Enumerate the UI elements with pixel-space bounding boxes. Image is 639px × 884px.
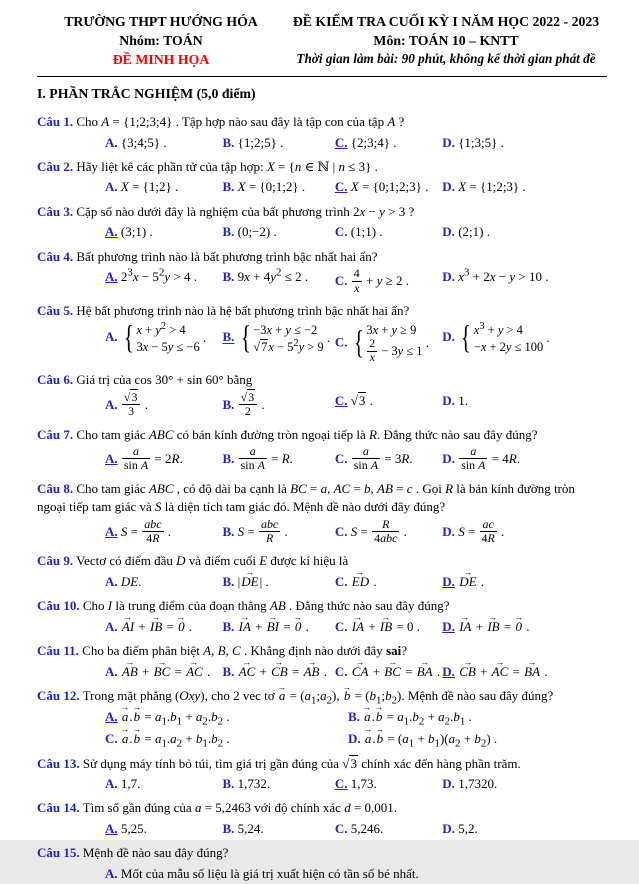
option-b <box>222 819 332 839</box>
options-row <box>105 864 607 884</box>
option-a <box>105 321 220 366</box>
option-d <box>442 774 613 794</box>
option-b <box>222 222 332 242</box>
school-name: TRƯỜNG THPT HƯỚNG HÓA <box>64 14 258 29</box>
option-text: X = {1;2} . <box>120 179 179 195</box>
question-5 <box>37 302 607 366</box>
question-9 <box>37 552 607 592</box>
option-c <box>335 662 440 682</box>
option-a <box>105 518 220 548</box>
question-2 <box>37 158 607 198</box>
question-number: Câu 13. <box>37 755 80 771</box>
question-text: Cho A = {1;2;3;4} . Tập hợp nào sau đây là tập con của tập A ? <box>76 114 405 130</box>
question-number: Câu 7. <box>37 426 74 442</box>
option-text: 1,73. <box>350 776 377 791</box>
option-d <box>442 617 613 637</box>
question-7 <box>37 426 607 475</box>
question-text: Cặp số nào dưới đây là nghiệm của bất phương trình 2x − y > 3 ? <box>76 203 415 219</box>
question-text: Cho ba điểm phân biệt A, B, C . Khẳng định nào dưới đây sai? <box>82 643 407 659</box>
question-number: Câu 11. <box>37 643 79 659</box>
question-text: Bất phương trình nào là bất phương trình bậc nhất hai ẩn? <box>76 248 378 264</box>
question-text: Cho tam giác ABC , có độ dài ba cạnh là BC = a, AC = b, AB = c . Gọi R là bán kính đường tròn ngoại tiếp tam giác và S là diện tích tam giác đó. Mệnh đề nào dưới đây đúng? <box>37 480 575 515</box>
question-number: Câu 2. <box>37 159 74 174</box>
option-label: A. <box>105 329 118 345</box>
option-label: B. <box>222 820 235 836</box>
option-b <box>222 518 332 548</box>
option-text: a →.b → = $(a_1 + b_1)(a_2 + b_2)$ . <box>364 731 497 746</box>
question-text: Hệ bất phương trình nào là hệ bất phương trình bậc nhất hai ẩn? <box>76 303 410 319</box>
option-label: A. <box>105 618 118 634</box>
option-c <box>335 774 440 794</box>
question-stem <box>37 552 607 570</box>
option-label: C. <box>334 392 348 408</box>
option-text: a →.b → = $a_1.a_2 + b_1.b_2$ . <box>121 731 230 746</box>
option-text: 5,24. <box>237 820 264 836</box>
question-stem <box>37 248 607 266</box>
option-text: (1;1) . <box>350 224 383 240</box>
option-text: $\frac{4}{x}$ + y ≥ 2 . <box>353 266 410 295</box>
option-text: CA → + BC → = BA → . <box>351 664 440 679</box>
option-text: {3;4;5} . <box>120 134 167 150</box>
option-d <box>442 321 613 366</box>
option-text: $\frac{a}{\text{sin A}}$ = 2R. <box>123 444 183 473</box>
option-c <box>335 177 440 197</box>
option-text: CB → + AC → = BA → . <box>458 664 547 679</box>
options-row <box>105 819 607 839</box>
question-number: Câu 9. <box>37 553 74 569</box>
option-text: X = {1;2;3} . <box>458 179 526 195</box>
question-3 <box>37 203 607 243</box>
option-label: D. <box>442 523 455 539</box>
option-label: B. <box>222 776 235 791</box>
option-c <box>335 445 440 475</box>
option-text: 1,732. <box>237 776 271 791</box>
option-label: C. <box>334 450 348 466</box>
option-label: D. <box>442 269 455 285</box>
option-label: C. <box>334 776 348 791</box>
option-label: A. <box>105 134 118 150</box>
options-row <box>105 774 607 794</box>
option-label: A. <box>105 663 118 679</box>
option-text: (3;1) . <box>120 224 153 240</box>
question-text: Cho tam giác ABC có bán kính đường tròn ngoại tiếp là R. Đẳng thức nào sau đây đúng? <box>76 426 538 442</box>
question-number: Câu 15. <box>37 845 80 861</box>
option-text: a →.b → = $a_1.b_2 + a_2.b_1$ . <box>363 709 472 724</box>
option-text: S = abc 4R . <box>120 516 171 546</box>
exam-duration: Thời gian làm bài: 90 phút, không kể thời gian phát đề <box>296 51 596 67</box>
option-d <box>442 445 613 475</box>
option-text: (2;1) . <box>458 224 490 240</box>
option-label: A. <box>105 269 118 285</box>
option-a <box>105 267 220 297</box>
option-label: C. <box>334 134 348 150</box>
question-stem <box>37 302 607 320</box>
option-b <box>222 321 332 366</box>
option-text: X = {0;1;2;3} . <box>350 179 429 195</box>
question-number: Câu 10. <box>37 598 80 614</box>
question-stem <box>37 203 607 221</box>
option-label: D. <box>442 134 455 150</box>
option-text: $\frac{a}{\text{sin A}}$ = 3R. <box>353 444 413 473</box>
option-label: B. <box>347 708 360 724</box>
option-c <box>105 729 346 749</box>
question-8 <box>37 480 607 548</box>
option-label: C. <box>334 273 348 289</box>
question-text: Vectơ có điểm đầu D và điểm cuối E được kí hiệu là <box>76 553 349 569</box>
options-row <box>105 267 607 297</box>
option-text: $x^3 + 2x - y > 10$ . <box>458 266 549 285</box>
option-b <box>222 617 332 637</box>
option-text: X = {0;1;2} . <box>237 179 306 195</box>
option-label: B. <box>222 396 235 412</box>
option-d <box>442 133 613 153</box>
option-label: A. <box>105 865 118 881</box>
question-text: Mệnh đề nào sau đây đúng? <box>82 845 229 861</box>
option-a <box>105 819 220 839</box>
question-stem <box>37 480 607 517</box>
option-c <box>335 518 440 548</box>
option-text: DE. <box>120 573 142 589</box>
option-label: D. <box>347 731 361 747</box>
option-label: C. <box>105 731 118 747</box>
option-b <box>222 267 332 297</box>
option-text: 1,7. <box>120 776 141 791</box>
question-text: Sử dụng máy tính bỏ túi, tìm giá trị gần đúng của √3 chính xác đến hàng phần trăm. <box>82 755 521 771</box>
option-b <box>222 133 332 153</box>
option-label: B. <box>222 224 235 240</box>
option-label: B. <box>222 450 235 466</box>
option-a <box>105 445 220 475</box>
option-label: D. <box>442 820 455 836</box>
option-text: {2;3;4} . <box>350 134 397 150</box>
options-row <box>105 321 607 366</box>
question-number: Câu 8. <box>37 480 74 496</box>
option-text: 5,2. <box>458 820 478 836</box>
options-row <box>105 445 607 475</box>
option-label: C. <box>334 224 348 240</box>
divider-line <box>37 76 607 77</box>
option-label: B. <box>222 269 235 285</box>
option-label: A. <box>105 820 118 836</box>
option-label: A. <box>105 573 118 589</box>
option-text: (0;−2) . <box>237 224 277 240</box>
option-b <box>222 572 332 592</box>
paper-type: ĐỀ MINH HỌA <box>112 52 210 68</box>
section-title: I. PHẦN TRẮC NGHIỆM (5,0 điểm) <box>37 86 256 102</box>
question-list <box>37 113 607 884</box>
exam-header <box>37 12 607 69</box>
option-text: a →.b → = $a_1.b_1 + a_2.b_2$ . <box>121 709 230 724</box>
option-d <box>348 729 609 749</box>
question-1 <box>37 113 607 153</box>
question-text: Hãy liệt kê các phần tử của tập hợp: X = {n ∈ ℕ | n ≤ 3} . <box>76 159 378 174</box>
option-text: { 3x + y ≥ 9 $\frac{2}{x}$ − 3y ≤ 1 . <box>351 335 429 350</box>
option-text: 5,246. <box>350 820 384 836</box>
option-label: C. <box>334 663 348 679</box>
option-text: $9x + 4y^2 \le 2$ . <box>237 266 309 285</box>
option-a <box>105 222 220 242</box>
question-number: Câu 5. <box>37 303 74 319</box>
option-text: √3 . <box>350 392 373 408</box>
option-b <box>348 707 609 727</box>
option-label: D. <box>442 450 455 466</box>
question-stem <box>37 642 607 660</box>
option-label: A. <box>105 523 118 539</box>
option-c <box>335 133 440 153</box>
option-label: D. <box>442 573 455 589</box>
option-text: $\frac{√3}{2}$ . <box>240 389 265 419</box>
option-text: { −3x + y ≤ −2 $√7x - 5^2y > 9$ . <box>238 330 331 345</box>
option-a <box>105 774 220 794</box>
question-text: Cho I là trung điểm của đoạn thẳng AB . Đẳng thức nào sau đây đúng? <box>82 598 450 614</box>
option-text: $2^3x - 5^2y > 4$ . <box>120 266 197 285</box>
question-14 <box>37 799 607 839</box>
question-6 <box>37 371 607 420</box>
header-right-block <box>285 12 607 69</box>
option-label: D. <box>442 329 455 345</box>
options-row <box>105 707 607 750</box>
option-a <box>105 177 220 197</box>
option-c <box>335 222 440 242</box>
question-stem <box>37 844 607 862</box>
question-number: Câu 3. <box>37 203 74 219</box>
question-stem <box>37 426 607 444</box>
options-row <box>105 177 607 197</box>
group-name: Nhóm: TOÁN <box>119 33 203 49</box>
option-a <box>105 391 220 421</box>
question-text: Tìm số gần đúng của a = 5,2463 với độ chính xác d = 0,001. <box>82 800 398 816</box>
option-text: AB → + BC → = AC → . <box>121 664 210 679</box>
question-number: Câu 14. <box>37 800 80 816</box>
option-b <box>222 177 332 197</box>
option-label: D. <box>442 179 455 195</box>
option-text: $\frac{√3}{3}$ . <box>123 389 148 419</box>
option-label: C. <box>334 334 348 350</box>
option-label: C. <box>334 618 348 634</box>
option-a <box>105 662 220 682</box>
header-left-block <box>37 12 285 69</box>
option-text: ED → . <box>351 574 377 589</box>
question-11 <box>37 642 607 682</box>
option-label: D. <box>442 224 455 240</box>
exam-title: ĐỀ KIỂM TRA CUỐI KỲ I NĂM HỌC 2022 - 2023 <box>292 14 600 29</box>
option-label: B. <box>222 618 235 634</box>
question-stem <box>37 799 607 817</box>
option-text: Mốt của mẫu số liệu là giá trị xuất hiện có tần số bé nhất. <box>120 865 419 881</box>
option-d <box>442 391 613 421</box>
option-d <box>442 518 613 548</box>
option-b <box>222 391 332 421</box>
exam-subject: Môn: TOÁN 10 – KNTT <box>373 33 519 49</box>
option-d <box>442 267 613 297</box>
question-number: Câu 6. <box>37 372 74 388</box>
option-text: $\frac{a}{\text{sin A}}$ = 4R. <box>461 444 520 473</box>
option-text: AC → + CB → = AB → . <box>238 664 327 679</box>
option-text: {1;3;5} . <box>458 134 504 150</box>
option-label: C. <box>334 573 348 589</box>
option-label: A. <box>105 776 118 791</box>
option-a <box>105 133 220 153</box>
option-c <box>335 572 440 592</box>
option-label: A. <box>105 450 118 466</box>
option-text: $\frac{a}{\text{sin A}}$ = R. <box>240 444 293 473</box>
question-stem <box>37 371 607 389</box>
option-label: D. <box>442 663 455 679</box>
option-label: D. <box>442 618 455 634</box>
option-d <box>442 177 613 197</box>
options-row <box>105 572 607 592</box>
option-text: { $x^3 + y > 4$ −x + 2y ≤ 100 . <box>458 330 550 345</box>
option-text: { $x + y^2 > 4$ 3x − 5y ≤ −6 . <box>121 330 206 345</box>
option-text: IA → + IB → = 0 → . <box>458 619 529 634</box>
question-number: Câu 4. <box>37 248 74 264</box>
option-text: IA → + IB → = 0 . <box>351 619 420 634</box>
option-d <box>442 662 613 682</box>
option-text: 1,7320. <box>458 776 498 791</box>
option-c <box>335 819 440 839</box>
option-label: C. <box>334 179 348 195</box>
option-label: A. <box>105 179 118 195</box>
question-stem <box>37 755 607 773</box>
option-text: S = R 4abc . <box>350 516 407 546</box>
question-stem <box>37 113 607 131</box>
options-row <box>105 222 607 242</box>
options-row <box>105 617 607 637</box>
option-b <box>222 774 332 794</box>
option-text: 1. <box>458 392 468 408</box>
options-row <box>105 133 607 153</box>
options-row <box>105 518 607 548</box>
question-stem <box>37 158 607 176</box>
option-d <box>442 819 613 839</box>
question-12 <box>37 687 607 749</box>
question-text: Trong mặt phẳng (Oxy), cho 2 vec tơ a → = $(a_1;a_2)$, b → = $(b_1;b_2)$. Mệnh đề nào sau đây đúng? <box>83 688 554 703</box>
question-number: Câu 1. <box>37 114 74 130</box>
option-text: IA → + BI → = 0 → . <box>238 619 309 634</box>
option-text: |DE →| . <box>238 574 269 589</box>
option-a <box>105 617 220 637</box>
option-label: C. <box>334 523 348 539</box>
option-b <box>222 662 332 682</box>
option-label: D. <box>442 776 455 791</box>
option-d <box>442 222 613 242</box>
option-text: AI → + IB → = 0 → . <box>121 619 192 634</box>
option-d <box>442 572 613 592</box>
option-c <box>335 617 440 637</box>
option-label: B. <box>222 134 235 150</box>
option-text: S = $\frac{ac}{4R}$ . <box>458 516 505 546</box>
option-a <box>105 572 220 592</box>
question-4 <box>37 248 607 297</box>
question-10 <box>37 597 607 637</box>
option-label: A. <box>105 224 118 240</box>
options-row <box>105 391 607 421</box>
option-label: B. <box>222 523 235 539</box>
question-15 <box>37 844 607 884</box>
option-text: {1;2;5} . <box>237 134 284 150</box>
option-label: C. <box>334 820 348 836</box>
option-a <box>105 864 607 884</box>
question-number: Câu 12. <box>37 688 80 704</box>
option-label: B. <box>222 573 235 589</box>
question-text: Giá trị của cos 30° + sin 60° bằng <box>76 372 253 388</box>
option-c <box>335 391 440 421</box>
options-row <box>105 662 607 682</box>
option-label: D. <box>442 392 455 408</box>
question-13 <box>37 755 607 795</box>
option-text: 5,25. <box>120 820 147 836</box>
option-text: DE → . <box>458 574 484 589</box>
option-text: S = abc R . <box>237 516 288 546</box>
option-b <box>222 445 332 475</box>
option-label: A. <box>105 396 118 412</box>
option-label: B. <box>222 663 235 679</box>
option-label: B. <box>222 179 235 195</box>
option-label: B. <box>222 329 235 345</box>
option-c <box>335 321 440 366</box>
option-label: A. <box>105 708 118 724</box>
option-c <box>335 267 440 297</box>
